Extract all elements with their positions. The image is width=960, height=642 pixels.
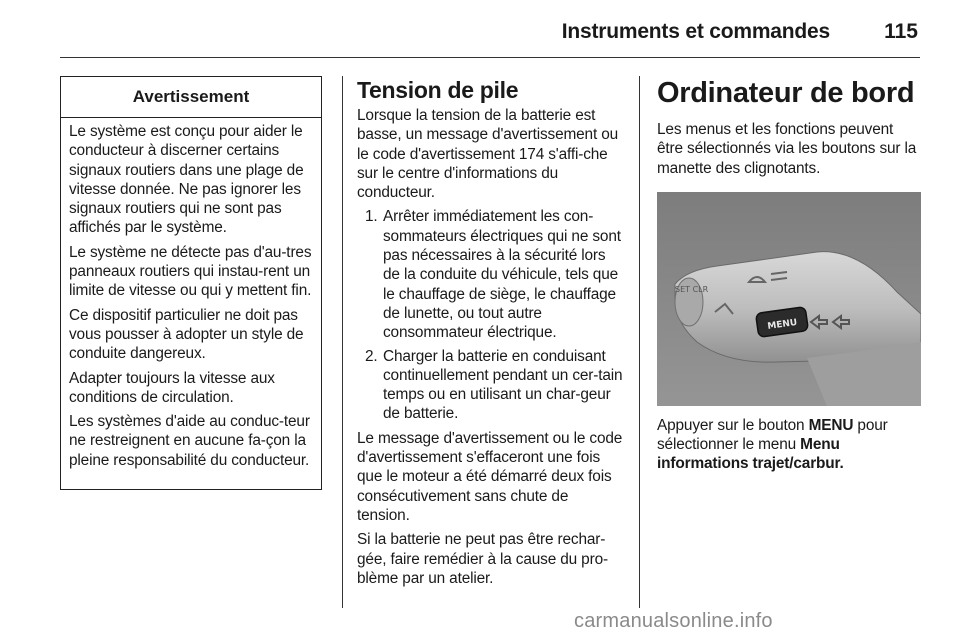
- warning-paragraph: Adapter toujours la vitesse aux conditions de circulation.: [69, 369, 275, 406]
- step-number: 1.: [365, 208, 378, 226]
- battery-steps-list: [357, 207, 625, 423]
- warning-paragraph: Ce dispositif particulier ne doit pas vous pousser à adopter un style de conduite dangereux.: [69, 306, 304, 363]
- column-divider: [639, 76, 640, 608]
- trip-computer-section: [657, 76, 921, 479]
- svg-text:MENU: MENU: [766, 317, 798, 332]
- warning-title: Avertissement: [61, 77, 321, 118]
- computer-instruction: Appuyer sur le bouton MENU pour sélectionner le menu Menu informations trajet/carbur.: [657, 416, 888, 473]
- battery-voltage-section: [357, 76, 625, 593]
- header-rule: [60, 57, 920, 58]
- battery-intro: Lorsque la tension de la batterie est basse, un message d'avertissement ou le code d'avertissement 174 s'affi-che sur le centre d'informations du conducteur.: [357, 107, 619, 202]
- warning-paragraph: Les systèmes d'aide au conduc-teur ne restreignent en aucune fa-çon la pleine responsabilité du conducteur.: [69, 413, 310, 469]
- menu-name-keyword: Menu informations trajet/carbur.: [657, 436, 844, 473]
- step-text: Arrêter immédiatement les con-sommateurs électriques qui ne sont pas nécessaires à la sécurité lors de la conduite du véhicule, tels que le chauffage de siège, le chauffage de lunette, ou tout autre consommateur électrique.: [383, 208, 621, 342]
- warning-paragraph: Le système est conçu pour aider le conducteur à discerner certains signaux routiers dans une plage de vitesse donnée. Ne pas ignorer les signaux routiers qui ne sont pas affichés par le système.: [69, 123, 304, 237]
- set-clr-label: SET CLR: [675, 284, 709, 294]
- turn-signal-lever-photo: [657, 192, 921, 406]
- battery-section-title: Tension de pile: [357, 77, 519, 103]
- battery-paragraph: Si la batterie ne peut pas être rechar-gée, faire remédier à la cause du pro-blème par un atelier.: [357, 531, 608, 587]
- computer-intro: Les menus et les fonctions peuvent être sélectionnés via les boutons sur la manette des clignotants.: [657, 121, 917, 177]
- list-item: [357, 347, 625, 424]
- page-header: [60, 14, 920, 58]
- warning-box: [60, 76, 322, 490]
- watermark: carmanualsonline.info: [574, 610, 773, 632]
- list-item: [357, 207, 625, 342]
- lever-illustration: [657, 192, 921, 406]
- page-number: 115: [884, 20, 918, 43]
- section-header-title: Instruments et commandes: [561, 20, 830, 43]
- computer-section-title: Ordinateur de bord: [657, 77, 915, 109]
- column-divider: [342, 76, 343, 608]
- menu-keyword: MENU: [808, 416, 854, 434]
- warning-paragraph: Le système ne détecte pas d'au-tres panneaux routiers qui instau-rent un limite de vitesse ou qui y mettent fin.: [69, 243, 312, 300]
- battery-paragraph: Le message d'avertissement ou le code d'avertissement s'effaceront une fois que le moteur a été démarré deux fois consécutivement sans chute de tension.: [357, 429, 623, 524]
- warning-body: [61, 118, 321, 470]
- step-number: 2.: [365, 347, 378, 365]
- step-text: Charger la batterie en conduisant continuellement pendant un cer-tain temps ou en utilisant un char-geur de batterie.: [383, 347, 623, 423]
